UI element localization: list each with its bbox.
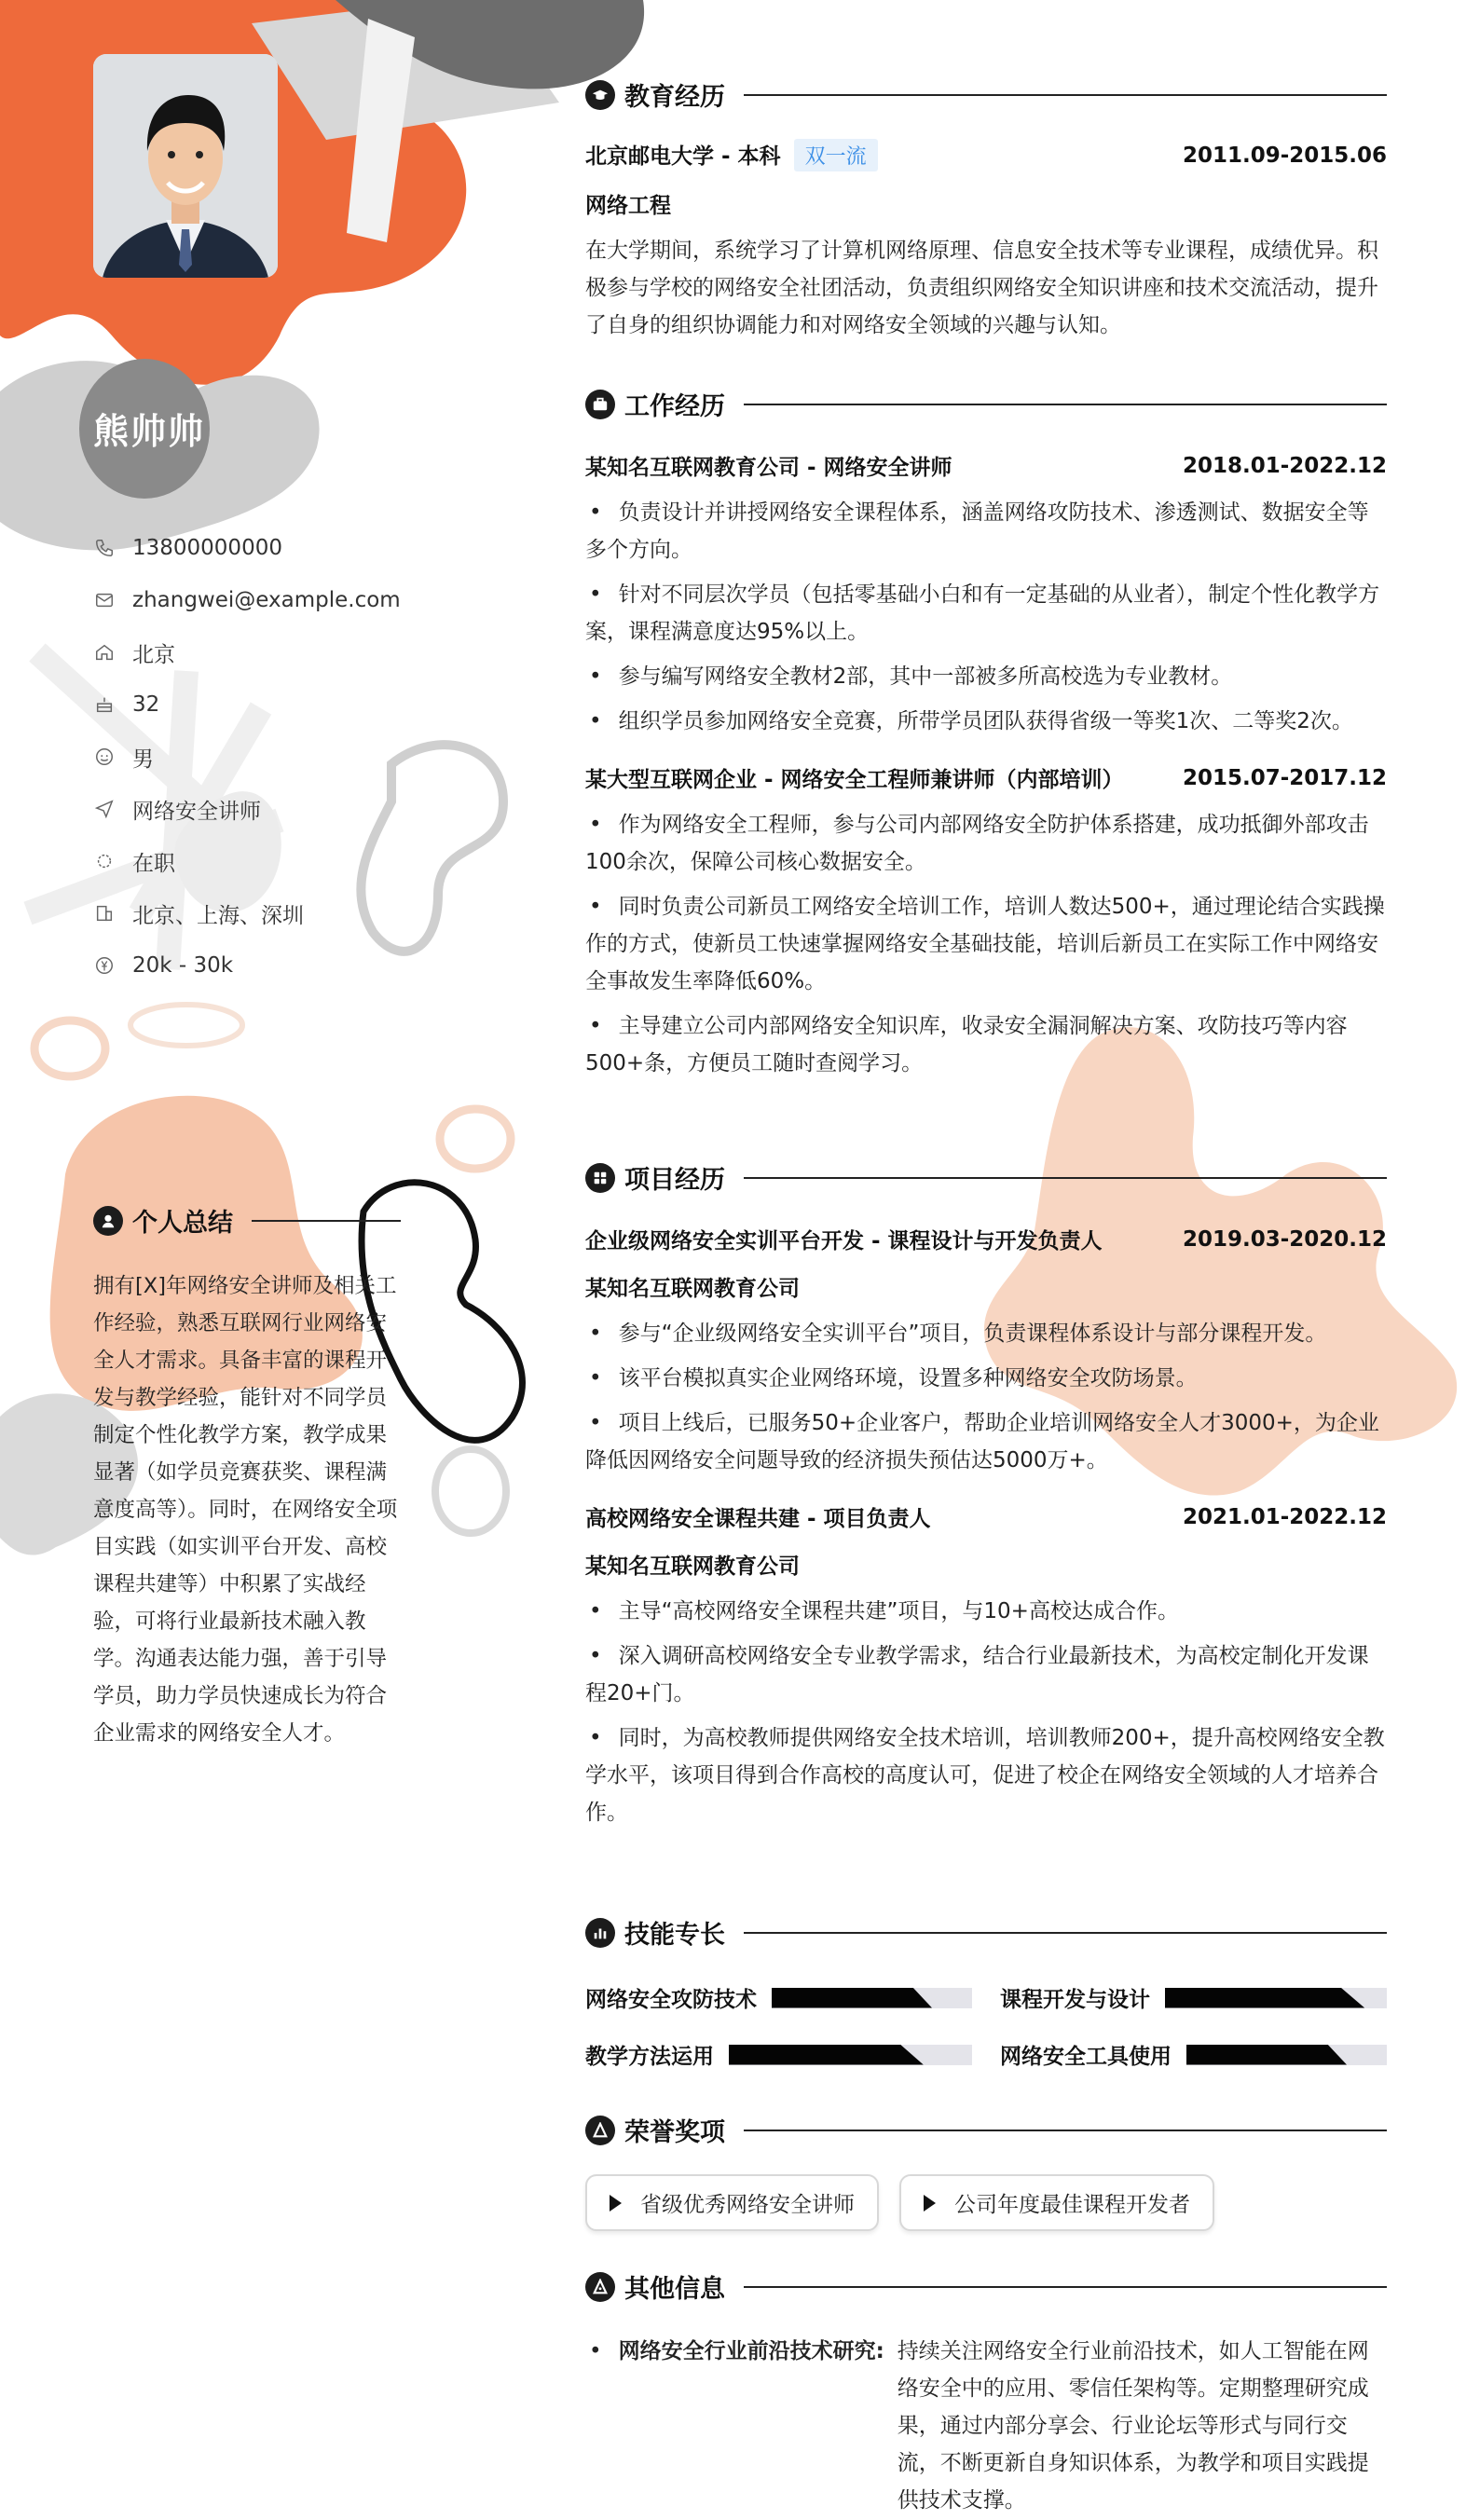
section-title: 技能专长 bbox=[624, 1921, 725, 1950]
contact-target-city bbox=[93, 887, 503, 939]
section-title: 个人总结 bbox=[132, 1209, 233, 1238]
list-item: • 深入调研高校网络安全专业教学需求，结合行业最新技术，为高校定制化开发课程20+门。 bbox=[585, 1637, 1387, 1712]
section-divider bbox=[744, 1932, 1387, 1934]
contact-value: zhangwei@example.com bbox=[132, 588, 401, 612]
project-bullets bbox=[585, 1593, 1387, 1831]
work-section bbox=[585, 386, 1387, 1089]
skill-fill bbox=[772, 1988, 932, 2008]
contact-phone bbox=[93, 522, 503, 574]
award-chip bbox=[899, 2174, 1214, 2231]
project-row bbox=[585, 1501, 1387, 1532]
peach-ring-2 bbox=[440, 1109, 511, 1169]
list-item: • 同时，为高校教师提供网络安全技术培训，培训教师200+，提升高校网络安全教学水平，该项目得到合作高校的高度认可，促进了校企在网络安全领域的人才培养合作。 bbox=[585, 1719, 1387, 1831]
skill-name: 课程开发与设计 bbox=[1000, 1988, 1150, 2012]
contact-status bbox=[93, 835, 503, 887]
work-row bbox=[585, 450, 1387, 481]
user-icon bbox=[93, 1206, 123, 1236]
peach-ring-1 bbox=[34, 1020, 105, 1076]
school-name: 北京邮电大学 - 本科 bbox=[585, 144, 781, 169]
list-item: • 参与编写网络安全教材2部，其中一部被多所高校选为专业教材。 bbox=[585, 658, 1387, 695]
section-divider bbox=[744, 2286, 1387, 2288]
skill-item bbox=[1000, 2039, 1387, 2070]
summary-text: 拥有[X]年网络安全讲师及相关工作经验，熟悉互联网行业网络安全人才需求。具备丰富的课程开发与教学经验，能针对不同学员制定个性化教学方案，教学成果显著（如学员竞赛获奖、课程满意度高等）。同时，在网络安全项目实践（如实训平台开发、高校课程共建等）中积累了实战经验，可将行业最新技术融入教学。沟通表达能力强，善于引导学员，助力学员快速成长为符合企业需求的网络安全人才。 bbox=[93, 1274, 398, 1746]
grid-icon bbox=[585, 1163, 615, 1193]
education-section bbox=[585, 76, 1387, 344]
section-divider bbox=[744, 2130, 1387, 2131]
contact-list bbox=[93, 522, 503, 992]
skill-name: 教学方法运用 bbox=[585, 2045, 714, 2069]
skill-item bbox=[585, 2039, 972, 2070]
skill-name: 网络安全攻防技术 bbox=[585, 1988, 757, 2012]
list-item: • 组织学员参加网络安全竞赛，所带学员团队获得省级一等奖1次、二等奖2次。 bbox=[585, 703, 1387, 740]
list-item: • 针对不同层次学员（包括零基础小白和有一定基础的从业者），制定个性化教学方案，课程满意度达95%以上。 bbox=[585, 576, 1387, 651]
awards-list bbox=[585, 2174, 1387, 2231]
briefcase-icon bbox=[585, 390, 615, 419]
award-label: 公司年度最佳课程开发者 bbox=[954, 2193, 1190, 2217]
section-divider bbox=[744, 1177, 1387, 1179]
project-company: 某知名互联网教育公司 bbox=[585, 1277, 800, 1301]
work-date: 2015.07-2017.12 bbox=[1182, 765, 1387, 790]
contact-value: 32 bbox=[132, 692, 160, 717]
section-divider bbox=[744, 404, 1387, 405]
skills-heading bbox=[585, 1914, 1387, 1951]
skill-bar bbox=[729, 2045, 972, 2065]
list-item: • 该平台模拟真实企业网络环境，设置多种网络安全攻防场景。 bbox=[585, 1360, 1387, 1397]
cake-icon bbox=[93, 693, 116, 716]
skills-section bbox=[585, 1914, 1387, 2070]
skill-name: 网络安全工具使用 bbox=[1000, 2045, 1172, 2069]
project-row bbox=[585, 1224, 1387, 1254]
section-title: 工作经历 bbox=[624, 392, 725, 421]
project-title: 企业级网络安全实训平台开发 - 课程设计与开发负责人 bbox=[585, 1229, 1103, 1253]
skill-item bbox=[1000, 1982, 1387, 2013]
section-title: 教育经历 bbox=[624, 83, 725, 112]
contact-position bbox=[93, 783, 503, 835]
list-item: • 作为网络安全工程师，参与公司内部网络安全防护体系搭建，成功抵御外部攻击100余次，保障公司核心数据安全。 bbox=[585, 806, 1387, 881]
work-title: 某大型互联网企业 - 网络安全工程师兼讲师（内部培训） bbox=[585, 768, 1124, 792]
contact-value: 13800000000 bbox=[132, 536, 282, 560]
section-divider bbox=[252, 1220, 401, 1222]
contact-value: 在职 bbox=[132, 851, 175, 876]
contact-value: 男 bbox=[132, 746, 154, 772]
education-date: 2011.09-2015.06 bbox=[1182, 143, 1387, 168]
section-divider bbox=[744, 94, 1387, 96]
bullet: • bbox=[589, 2339, 602, 2363]
project-date: 2019.03-2020.12 bbox=[1182, 1226, 1387, 1252]
send-icon bbox=[93, 798, 116, 820]
award-chip bbox=[585, 2174, 879, 2231]
contact-value: 网络安全讲师 bbox=[132, 799, 261, 824]
awards-section bbox=[585, 2112, 1387, 2231]
bar-chart-icon bbox=[585, 1918, 615, 1948]
play-icon bbox=[610, 2195, 622, 2212]
project-date: 2021.01-2022.12 bbox=[1182, 1504, 1387, 1529]
other-section bbox=[585, 2268, 1387, 2519]
school-tag: 双一流 bbox=[794, 139, 878, 171]
info-icon bbox=[585, 2272, 615, 2302]
project-section bbox=[585, 1159, 1387, 1839]
other-text: 持续关注网络安全行业前沿技术，如人工智能在网络安全中的应用、零信任架构等。定期整理研究成果，通过内部分享会、行业论坛等形式与同行交流，不断更新自身知识体系，为教学和项目实践提供技术支撑。 bbox=[897, 2339, 1369, 2513]
contact-value: 北京、上海、深圳 bbox=[132, 903, 304, 928]
skill-bar bbox=[1186, 2045, 1387, 2065]
play-icon bbox=[924, 2195, 936, 2212]
skill-bar bbox=[1165, 1988, 1387, 2008]
gray-ring-small bbox=[435, 1449, 506, 1533]
contact-value: 20k - 30k bbox=[132, 953, 234, 978]
home-icon bbox=[93, 641, 116, 664]
section-title: 荣誉奖项 bbox=[624, 2118, 725, 2147]
project-title: 高校网络安全课程共建 - 项目负责人 bbox=[585, 1507, 931, 1531]
project-bullets bbox=[585, 1315, 1387, 1479]
contact-email bbox=[93, 574, 503, 626]
education-desc: 在大学期间，系统学习了计算机网络原理、信息安全技术等专业课程，成绩优异。积极参与学校的网络安全社团活动，负责组织网络安全知识讲座和技术交流活动，提升了自身的组织协调能力和对网络安全领域的兴趣与认知。 bbox=[585, 239, 1378, 337]
work-title: 某知名互联网教育公司 - 网络安全讲师 bbox=[585, 456, 952, 480]
award-icon bbox=[585, 2116, 615, 2145]
contact-gender bbox=[93, 731, 503, 783]
section-title: 项目经历 bbox=[624, 1166, 725, 1195]
peach-ring-3 bbox=[130, 1005, 242, 1046]
work-bullets bbox=[585, 494, 1387, 740]
candidate-name: 熊帅帅 bbox=[93, 411, 206, 452]
skills-grid bbox=[585, 1982, 1387, 2070]
skill-item bbox=[585, 1982, 972, 2013]
section-title: 其他信息 bbox=[624, 2275, 725, 2304]
major: 网络工程 bbox=[585, 194, 671, 218]
list-item: • 主导“高校网络安全课程共建”项目，与10+高校达成合作。 bbox=[585, 1593, 1387, 1630]
education-row bbox=[585, 139, 1387, 171]
mail-icon bbox=[93, 589, 116, 611]
project-company: 某知名互联网教育公司 bbox=[585, 1554, 800, 1579]
phone-icon bbox=[93, 537, 116, 559]
list-item: • 参与“企业级网络安全实训平台”项目，负责课程体系设计与部分课程开发。 bbox=[585, 1315, 1387, 1352]
award-label: 省级优秀网络安全讲师 bbox=[640, 2193, 855, 2217]
list-item: • 项目上线后，已服务50+企业客户，帮助企业培训网络安全人才3000+，为企业降低因网络安全问题导致的经济损失预估达5000万+。 bbox=[585, 1404, 1387, 1479]
list-item: • 主导建立公司内部网络安全知识库，收录安全漏洞解决方案、攻防技巧等内容500+条，方便员工随时查阅学习。 bbox=[585, 1007, 1387, 1082]
education-heading bbox=[585, 76, 1387, 113]
other-heading bbox=[585, 2268, 1387, 2305]
building-icon bbox=[93, 902, 116, 924]
other-item bbox=[585, 2333, 1387, 2519]
skill-fill bbox=[1165, 1988, 1364, 2008]
contact-city bbox=[93, 626, 503, 678]
summary-heading bbox=[93, 1202, 401, 1239]
project-heading bbox=[585, 1159, 1387, 1196]
list-item: • 同时负责公司新员工网络安全培训工作，培训人数达500+，通过理论结合实践操作的方式，使新员工快速掌握网络安全基础技能，培训后新员工在实际工作中网络安全事故发生率降低60%。 bbox=[585, 888, 1387, 1000]
work-bullets bbox=[585, 806, 1387, 1082]
other-label: 网络安全行业前沿技术研究: bbox=[618, 2339, 884, 2363]
avatar bbox=[93, 54, 278, 278]
skill-fill bbox=[729, 2045, 924, 2065]
status-icon bbox=[93, 850, 116, 872]
face-icon bbox=[93, 746, 116, 768]
work-heading bbox=[585, 386, 1387, 422]
contact-age bbox=[93, 678, 503, 731]
skill-fill bbox=[1186, 2045, 1347, 2065]
work-row bbox=[585, 762, 1387, 793]
awards-heading bbox=[585, 2112, 1387, 2148]
list-item: • 负责设计并讲授网络安全课程体系，涵盖网络攻防技术、渗透测试、数据安全等多个方向。 bbox=[585, 494, 1387, 568]
graduation-cap-icon bbox=[585, 80, 615, 110]
work-date: 2018.01-2022.12 bbox=[1182, 453, 1387, 478]
yuan-icon bbox=[93, 954, 116, 977]
contact-value: 北京 bbox=[132, 642, 175, 667]
skill-bar bbox=[772, 1988, 972, 2008]
contact-salary bbox=[93, 939, 503, 992]
